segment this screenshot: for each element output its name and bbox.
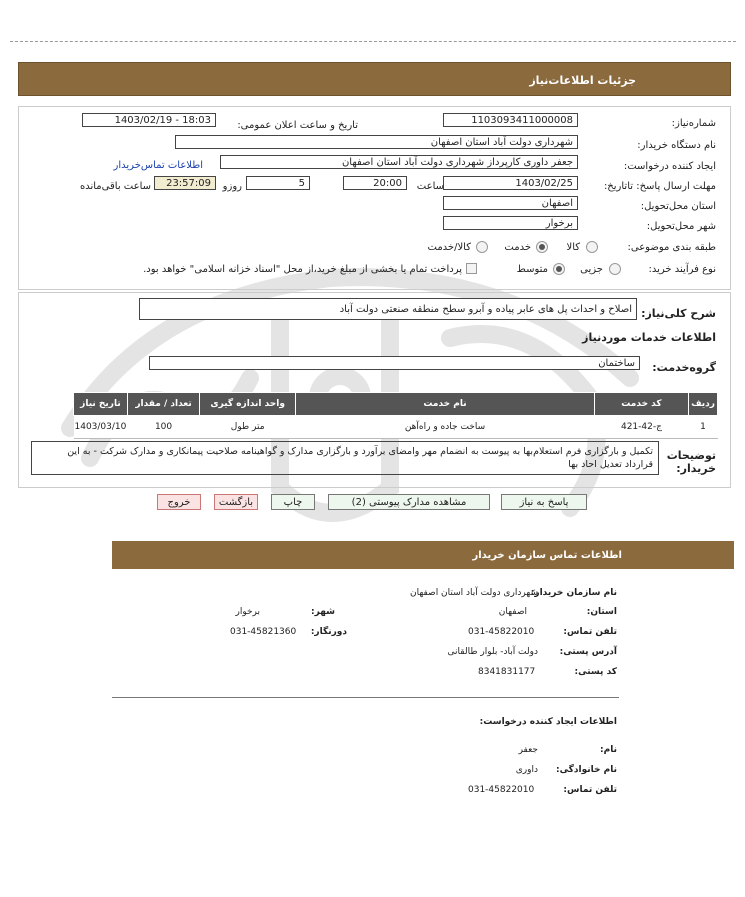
- province-field: اصفهان: [443, 196, 578, 210]
- service-group-label: گروه‌خدمت:: [652, 361, 716, 374]
- summary-field: اصلاح و احداث پل های عابر پیاده و آبرو سطح منطقه صنعتی دولت آباد: [139, 298, 637, 320]
- contact-header: [112, 541, 734, 569]
- creator-family-label: نام خانوادگی:: [555, 765, 617, 775]
- page-header: [18, 62, 731, 96]
- process-radio-medium[interactable]: [553, 263, 565, 275]
- col-date: تاریخ نیاز: [74, 393, 128, 416]
- col-name: نام خدمت: [296, 393, 595, 416]
- col-code: کد خدمت: [594, 393, 688, 416]
- col-qty: تعداد / مقدار: [127, 393, 199, 416]
- services-table: [73, 392, 718, 439]
- category-option-both: کالا/خدمت: [427, 242, 471, 253]
- address-label: آدرس پستی:: [559, 647, 617, 657]
- creator-phone-value: 031-45822010: [468, 785, 535, 795]
- top-divider: [10, 41, 736, 42]
- deadline-time-field: 20:00: [343, 176, 407, 190]
- print-button[interactable]: چاپ: [271, 494, 315, 510]
- creator-phone-label: تلفن تماس:: [563, 785, 617, 795]
- process-option-medium: متوسط: [516, 264, 548, 275]
- time-label: ساعت: [416, 181, 444, 192]
- city-label: شهر محل‌تحویل:: [646, 221, 716, 232]
- postal-value: 8341831177: [478, 667, 536, 677]
- postal-label: کد پستی:: [574, 667, 617, 677]
- contact-phone-label: تلفن تماس:: [563, 627, 617, 637]
- city-field: برخوار: [443, 216, 578, 230]
- contact-city-label: شهر:: [311, 607, 335, 617]
- need-number-label: شماره‌نیاز:: [671, 118, 716, 129]
- remaining-label: ساعت باقی‌مانده: [79, 181, 151, 192]
- creator-family-value: داوری: [515, 765, 538, 775]
- creator-name-value: جعفر: [518, 745, 538, 755]
- announce-label: تاریخ و ساعت اعلان عمومی:: [237, 120, 358, 131]
- need-details-panel: [18, 106, 731, 290]
- org-value: شهرداری دولت آباد استان اصفهان: [410, 588, 538, 598]
- creator-section-title: اطلاعات ایجاد کننده درخواست:: [479, 717, 617, 727]
- category-radio-goods[interactable]: [586, 241, 598, 253]
- notes-label: توضیحات خریدار:: [666, 449, 716, 475]
- category-option-goods: کالا: [566, 242, 580, 253]
- cell-unit: متر طول: [200, 416, 296, 439]
- contact-city-value: برخوار: [235, 607, 260, 617]
- table-header-row: [74, 393, 718, 416]
- cell-code: ج-42-421: [594, 416, 688, 439]
- fax-value: 031-45821360: [230, 627, 297, 637]
- services-title: اطلاعات خدمات موردنیاز: [582, 331, 716, 344]
- reply-button[interactable]: پاسخ به نیاز: [501, 494, 587, 510]
- contact-phone-value: 031-45822010: [468, 627, 535, 637]
- contact-title: اطلاعات تماس سازمان خریدار: [472, 550, 622, 561]
- days-field: 5: [246, 176, 310, 190]
- buyer-field: شهرداری دولت آباد استان اصفهان: [175, 135, 578, 149]
- deadline-label: مهلت ارسال پاسخ: تاتاریخ:: [603, 181, 716, 192]
- org-label: نام سازمان خریدار:: [530, 588, 617, 598]
- remaining-time-field: 23:57:09: [154, 176, 216, 190]
- creator-field: جعفر داوری کارپرداز شهرداری دولت آباد استان اصفهان: [220, 155, 578, 169]
- category-label: طبقه بندی موضوعی:: [627, 242, 716, 253]
- table-row: [74, 416, 718, 439]
- buyer-contact-link[interactable]: اطلاعات تماس‌خریدار: [113, 160, 203, 171]
- deadline-date-field: 1403/02/25: [443, 176, 578, 190]
- exit-button[interactable]: خروج: [157, 494, 201, 510]
- service-group-field: ساختمان: [149, 356, 640, 370]
- category-radio-both[interactable]: [476, 241, 488, 253]
- back-button[interactable]: بازگشت: [214, 494, 258, 510]
- address-value: دولت آباد- بلوار طالقانی: [447, 647, 538, 657]
- section-divider: [112, 697, 619, 698]
- category-radio-service[interactable]: [536, 241, 548, 253]
- attachments-button[interactable]: مشاهده مدارک پیوستی (2): [328, 494, 490, 510]
- process-option-minor: جزیی: [580, 264, 603, 275]
- process-label: نوع فرآیند خرید:: [648, 264, 716, 275]
- announce-field: 1403/02/19 - 18:03: [82, 113, 216, 127]
- contact-province-value: اصفهان: [498, 607, 527, 617]
- cell-name: ساخت جاده و راه‌آهن: [296, 416, 595, 439]
- page-title: جزئیات اطلاعات‌نیاز: [529, 74, 636, 87]
- summary-label: شرح کلی‌نیاز:: [641, 307, 716, 320]
- process-radio-minor[interactable]: [609, 263, 621, 275]
- payment-note: پرداخت تمام یا بخشی از مبلغ خرید،از محل "اسناد خزانه اسلامی" خواهد بود.: [143, 264, 462, 275]
- fax-label: دورنگار:: [310, 627, 347, 637]
- notes-field: تکمیل و بارگزاری فرم استعلام‌بها به پیوست به انضمام مهر وامضای برآورد و بارگزاری مدارک و گواهینامه صلاحیت پیمانکاری و مدارک شرکت - به این قرارداد تعدیل احاد بها: [31, 441, 659, 475]
- creator-label: ایجاد کننده درخواست:: [623, 161, 716, 172]
- col-row: ردیف: [689, 393, 718, 416]
- treasury-checkbox[interactable]: [466, 263, 477, 274]
- days-label: روزو: [222, 181, 242, 192]
- creator-name-label: نام:: [600, 745, 617, 755]
- need-number-field: 1103093411000008: [443, 113, 578, 127]
- province-label: استان محل‌تحویل:: [640, 201, 716, 212]
- category-option-service: خدمت: [504, 242, 531, 253]
- cell-date: 1403/03/10: [74, 416, 128, 439]
- contact-province-label: استان:: [586, 607, 617, 617]
- cell-qty: 100: [127, 416, 199, 439]
- buyer-label: نام دستگاه خریدار:: [637, 140, 716, 151]
- cell-row: 1: [689, 416, 718, 439]
- col-unit: واحد اندازه گیری: [200, 393, 296, 416]
